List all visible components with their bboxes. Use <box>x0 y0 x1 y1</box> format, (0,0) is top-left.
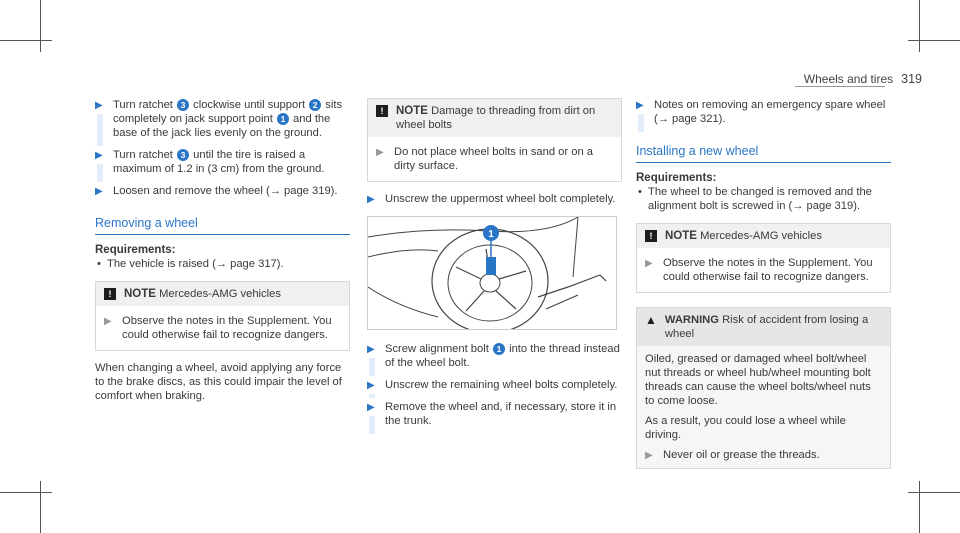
step <box>95 184 350 198</box>
requirement-item: • The vehicle is raised (→ page 317). <box>95 257 350 271</box>
step-arrow-icon: ▶ <box>376 147 384 158</box>
warning-triangle-icon: ▲ <box>645 313 657 327</box>
step-arrow-icon: ▶ <box>95 100 103 111</box>
note-body <box>368 137 621 181</box>
text: and the base of the jack lies evenly on the ground. <box>113 113 331 139</box>
wheel-illustration <box>367 216 617 330</box>
step <box>104 314 341 342</box>
step-arrow-icon: ▶ <box>367 344 375 355</box>
callout-2: 2 <box>309 99 321 111</box>
note-header-text <box>396 104 613 132</box>
crop-mark <box>919 481 920 533</box>
text: clockwise until support <box>190 99 309 111</box>
note-header-text <box>665 229 822 243</box>
note-header <box>96 282 349 306</box>
text: Screw alignment bolt <box>385 343 492 355</box>
text: Observe the notes in the Supplement. You could otherwise fail to recognize dangers. <box>122 315 332 341</box>
callout-3: 3 <box>177 149 189 161</box>
crop-mark <box>40 0 41 52</box>
step-bar <box>369 416 375 434</box>
note-header <box>637 224 890 248</box>
text: Remove the wheel and, if necessary, store it in the trunk. <box>385 401 617 427</box>
text: until the tire is raised a maximum of 1.2 in (3 cm) from the ground. <box>113 149 325 175</box>
step-arrow-icon: ▶ <box>104 316 112 327</box>
running-header <box>804 72 922 86</box>
step <box>367 378 622 392</box>
warning-paragraph: Oiled, greased or damaged wheel bolt/wheel nut threads or wheel hub/wheel mounting bolt threads can cause the wheel bolts/wheel nuts to come loose. <box>645 353 871 407</box>
column-1 <box>95 98 350 413</box>
crop-mark <box>908 492 960 493</box>
text: Turn ratchet <box>113 149 177 161</box>
column-2 <box>367 98 622 436</box>
warning-title: WARNING <box>664 314 719 326</box>
crop-mark <box>0 492 52 493</box>
note-box <box>95 281 350 351</box>
crop-mark <box>908 40 960 41</box>
note-box <box>367 98 622 182</box>
step-arrow-icon: ▶ <box>636 100 644 111</box>
text: Do not place wheel bolts in sand or on a dirty surface. <box>394 146 594 172</box>
step-arrow-icon: ▶ <box>645 258 653 269</box>
step-bar <box>97 164 103 182</box>
requirements-title: Requirements: <box>95 244 176 256</box>
header-rule <box>795 86 885 87</box>
step-bar <box>369 358 375 376</box>
warning-header-text <box>665 313 882 341</box>
exclamation-icon: ! <box>104 288 116 300</box>
text: Turn ratchet <box>113 99 177 111</box>
callout-3: 3 <box>177 99 189 111</box>
step-bar <box>97 114 103 146</box>
step-arrow-icon: ▶ <box>367 402 375 413</box>
figure-callout-1: 1 <box>488 229 494 240</box>
exclamation-icon: ! <box>376 105 388 117</box>
step <box>636 98 891 126</box>
step <box>645 256 882 284</box>
note-header <box>368 99 621 137</box>
crop-mark <box>40 481 41 533</box>
text: Observe the notes in the Supplement. You could otherwise fail to recognize dangers. <box>663 257 873 283</box>
text: Never oil or grease the threads. <box>663 449 820 461</box>
warning-header <box>637 308 890 346</box>
callout-1: 1 <box>277 113 289 125</box>
paragraph: When changing a wheel, avoid applying any force to the brake discs, as this could impair the level of comfort when braking. <box>95 362 342 402</box>
note-text: Mercedes-AMG vehicles <box>159 288 281 300</box>
crop-mark <box>0 40 52 41</box>
text: Unscrew the uppermost wheel bolt completely. <box>385 193 616 205</box>
warning-paragraph: As a result, you could lose a wheel while driving. <box>645 415 846 441</box>
wheel-drawing <box>368 217 616 329</box>
step-arrow-icon: ▶ <box>645 450 653 461</box>
warning-box <box>636 307 891 469</box>
step-arrow-icon: ▶ <box>367 194 375 205</box>
step-arrow-icon: ▶ <box>95 150 103 161</box>
step <box>367 192 622 206</box>
text: sits completely on jack support point <box>113 99 343 125</box>
section-heading: Installing a new wheel <box>636 144 891 163</box>
step <box>95 98 350 140</box>
text: Loosen and remove the wheel (→ page 319). <box>113 185 338 197</box>
exclamation-icon: ! <box>645 230 657 242</box>
text: Notes on removing an emergency spare wheel (→ page 321). <box>654 99 886 125</box>
page-number: 319 <box>901 72 922 86</box>
note-title: NOTE <box>396 105 428 117</box>
note-body <box>96 306 349 350</box>
note-title: NOTE <box>124 288 156 300</box>
warning-body <box>637 346 890 468</box>
note-text: Mercedes-AMG vehicles <box>700 230 822 242</box>
note-header-text <box>124 287 281 301</box>
step <box>376 145 613 173</box>
column-3 <box>636 98 891 479</box>
step-arrow-icon: ▶ <box>367 380 375 391</box>
text: Unscrew the remaining wheel bolts completely. <box>385 379 618 391</box>
requirement-item: • The wheel to be changed is removed and the alignment bolt is screwed in (→ page 319). <box>636 185 891 213</box>
text: into the thread instead of the wheel bolt. <box>385 343 620 369</box>
note-title: NOTE <box>665 230 697 242</box>
step <box>367 400 622 428</box>
section-title: Wheels and tires <box>803 72 894 86</box>
step <box>645 448 882 462</box>
warning-text: Risk of accident from losing a wheel <box>664 314 869 340</box>
step-arrow-icon: ▶ <box>95 186 103 197</box>
crop-mark <box>919 0 920 52</box>
section-heading: Removing a wheel <box>95 216 350 235</box>
step-bar <box>638 114 644 132</box>
step <box>367 342 622 370</box>
requirements-title: Requirements: <box>636 172 717 184</box>
note-box <box>636 223 891 293</box>
note-text: Damage to threading from dirt on wheel bolts <box>396 105 596 131</box>
callout-1: 1 <box>493 343 505 355</box>
note-body <box>637 248 890 292</box>
step <box>95 148 350 176</box>
step-bar <box>369 394 375 398</box>
